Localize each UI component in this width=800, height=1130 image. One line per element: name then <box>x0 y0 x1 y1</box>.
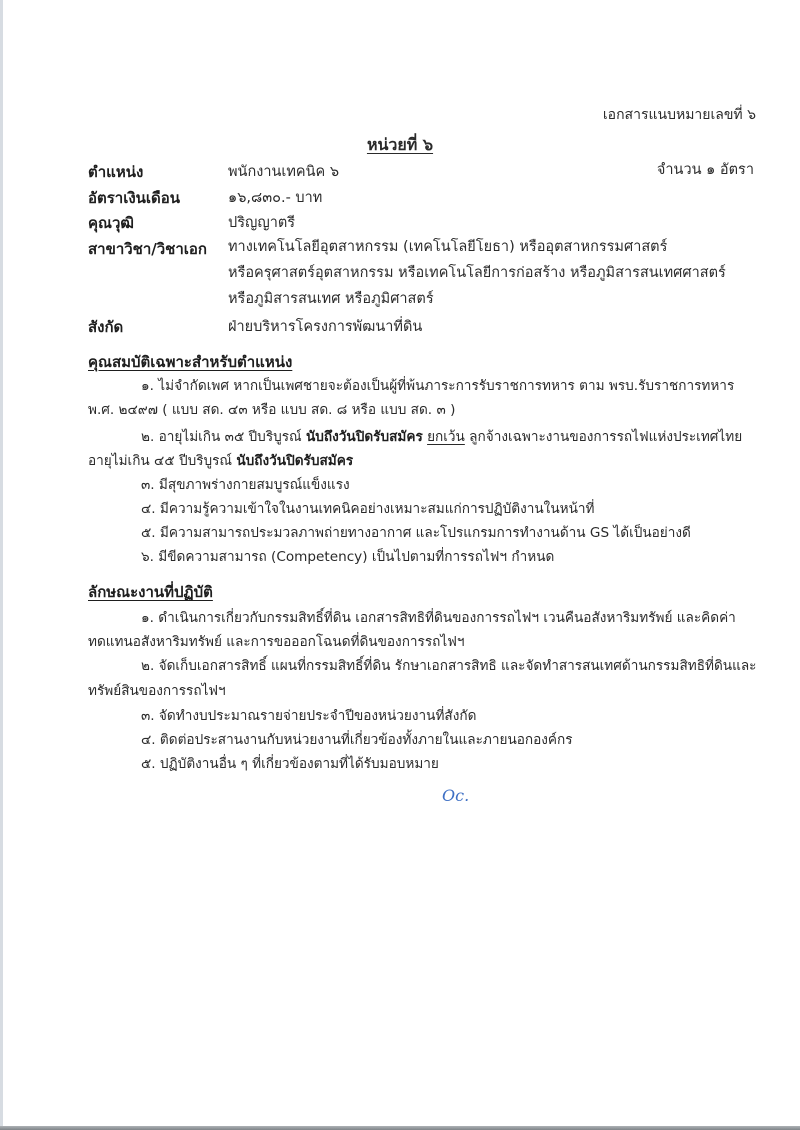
qualifications-heading: คุณสมบัติเฉพาะสำหรับตำแหน่ง <box>88 353 293 371</box>
qualification-item-1-line-1: ๑. ไม่จำกัดเพศ หากเป็นเพศชายจะต้องเป็นผู้ที่พ้นภาระการรับราชการทหาร ตาม พรบ.รับราชการทหาร <box>141 378 735 394</box>
item-2-line2-deadline-text: นับถึงวันปิดรับสมัคร <box>236 453 354 469</box>
duty-item-1-line-2: ทดแทนอสังหาริมทรัพย์ และการขอออกโฉนดที่ดินของการรถไฟฯ <box>88 634 465 650</box>
document-reference: เอกสารแนบหมายเลขที่ ๖ <box>602 107 756 123</box>
position-label: ตำแหน่ง <box>88 163 144 181</box>
duty-item-2-line-2: ทรัพย์สินของการรถไฟฯ <box>88 683 226 699</box>
handwritten-initials: Oc. <box>442 786 470 805</box>
duty-item-2-line-1: ๒. จัดเก็บเอกสารสิทธิ์ แผนที่กรรมสิทธิ์ที่ดิน รักษาเอกสารสิทธิ และจัดทำสารสนเทศด้านกรรมสิทธิที่ดินและ <box>141 658 757 674</box>
scan-left-edge <box>0 0 3 1126</box>
item-2-deadline-text: นับถึงวันปิดรับสมัคร <box>305 429 423 445</box>
duty-item-1-line-1: ๑. ดำเนินการเกี่ยวกับกรรมสิทธิ์ที่ดิน เอกสารสิทธิที่ดินของการรถไฟฯ เวนคืนอสังหาริมทรัพย์ และคิดค่า <box>141 610 736 626</box>
qualification-item-2-line-1 <box>141 425 742 447</box>
affiliation-value: ฝ่ายบริหารโครงการพัฒนาที่ดิน <box>228 319 423 335</box>
item-2-exception-text: ยกเว้น <box>427 429 465 445</box>
salary-label: อัตราเงินเดือน <box>88 189 181 207</box>
scan-bottom-edge <box>0 1126 800 1130</box>
qualification-item-1-line-2: พ.ศ. ๒๔๙๗ ( แบบ สด. ๔๓ หรือ แบบ สด. ๘ หรือ แบบ สด. ๓ ) <box>88 402 456 418</box>
major-line-1: ทางเทคโนโลยีอุตสาหกรรม (เทคโนโลยีโยธา) หรืออุตสาหกรรมศาสตร์ <box>228 239 668 255</box>
duties-heading: ลักษณะงานที่ปฏิบัติ <box>88 583 213 601</box>
unit-title: หน่วยที่ ๖ <box>366 135 434 154</box>
duty-item-5: ๕. ปฏิบัติงานอื่น ๆ ที่เกี่ยวข้องตามที่ได้รับมอบหมาย <box>141 756 439 772</box>
qualification-item-3: ๓. มีสุขภาพร่างกายสมบูรณ์แข็งแรง <box>141 477 350 493</box>
qualification-item-2-line-2 <box>88 449 353 471</box>
salary-value: ๑๖,๘๓๐.- บาท <box>228 190 323 206</box>
affiliation-label: สังกัด <box>88 318 124 336</box>
item-2-line2-age-text: อายุไม่เกิน ๔๕ ปีบริบูรณ์ <box>88 453 237 469</box>
major-line-2: หรือครุศาสตร์อุตสาหกรรม หรือเทคโนโลยีการก่อสร้าง หรือภูมิสารสนเทศศาสตร์ <box>228 265 726 281</box>
duty-item-3: ๓. จัดทำงบประมาณรายจ่ายประจำปีของหน่วยงานที่สังกัด <box>141 708 477 724</box>
major-line-3: หรือภูมิสารสนเทศ หรือภูมิศาสตร์ <box>228 291 434 307</box>
qualification-label: คุณวุฒิ <box>88 214 134 232</box>
position-value: พนักงานเทคนิค ๖ <box>228 164 340 180</box>
qualification-value: ปริญญาตรี <box>228 215 296 231</box>
position-count: จำนวน ๑ อัตรา <box>656 162 754 178</box>
item-2-employee-text: ลูกจ้างเฉพาะงานของการรถไฟแห่งประเทศไทย <box>464 429 743 445</box>
item-2-age-text: ๒. อายุไม่เกิน ๓๕ ปีบริบูรณ์ <box>141 429 306 445</box>
qualification-item-4: ๔. มีความรู้ความเข้าใจในงานเทคนิคอย่างเหมาะสมแก่การปฏิบัติงานในหน้าที่ <box>141 501 595 517</box>
qualification-item-6: ๖. มีขีดความสามารถ (Competency) เป็นไปตามที่การรถไฟฯ กำหนด <box>141 549 555 565</box>
duty-item-4: ๔. ติดต่อประสานงานกับหน่วยงานที่เกี่ยวข้องทั้งภายในและภายนอกองค์กร <box>141 732 573 748</box>
major-label: สาขาวิชา/วิชาเอก <box>88 240 208 258</box>
qualification-item-5: ๕. มีความสามารถประมวลภาพถ่ายทางอากาศ และโปรแกรมการทำงานด้าน GS ได้เป็นอย่างดี <box>141 525 691 541</box>
